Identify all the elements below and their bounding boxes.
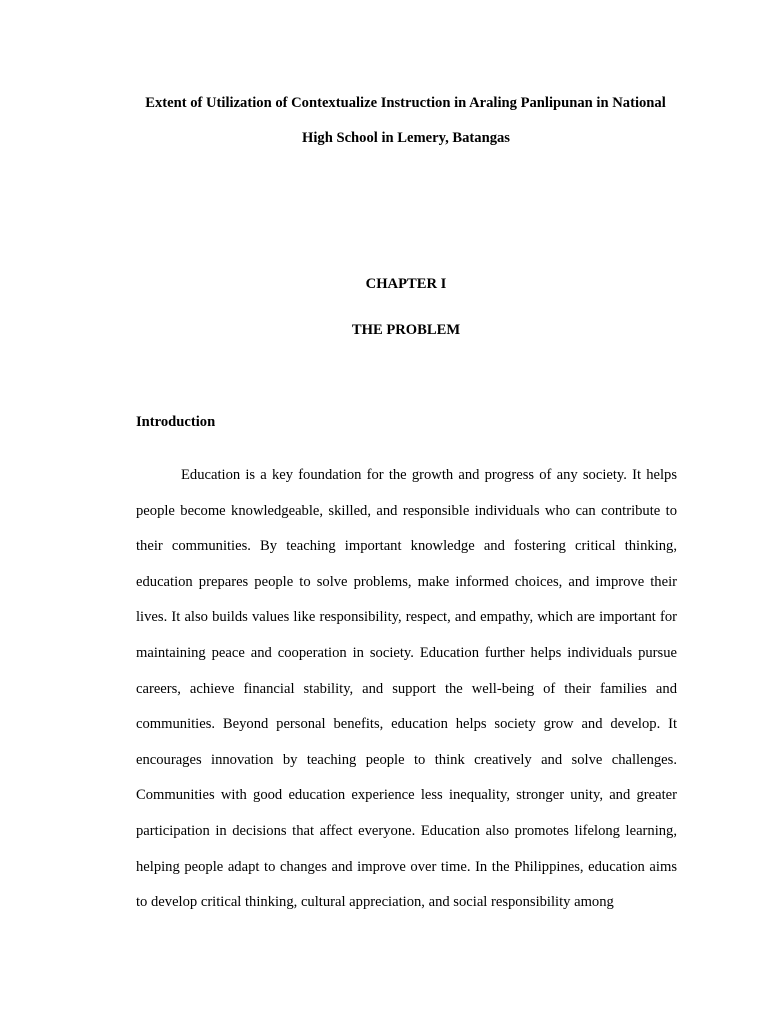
document-title-line-1: Extent of Utilization of Contextualize Instruction in Araling Panlipunan in National	[145, 95, 666, 111]
chapter-number: CHAPTER I	[365, 276, 447, 292]
document-title-line-2: High School in Lemery, Batangas	[302, 130, 510, 146]
section-heading-introduction: Introduction	[136, 414, 216, 430]
chapter-title: THE PROBLEM	[351, 322, 461, 338]
introduction-paragraph: Education is a key foundation for the growth and progress of any society. It helps people become knowledgeable, skilled, and responsible individuals who can contribute to their communities. By teaching important knowledge and fostering critical thinking, education prepares people to solve problems, make informed choices, and improve their lives. It also builds values like responsibility, respect, and empathy, which are important for maintaining peace and cooperation in society. Education further helps individuals pursue careers, achieve financial stability, and support the well-being of their families and communities. Beyond personal benefits, education helps society grow and develop. It encourages innovation by teaching people to think creatively and solve challenges. Communities with good education experience less inequality, stronger unity, and greater participation in decisions that affect everyone. Education also promotes lifelong learning, helping people adapt to changes and improve over time. In the Philippines, education aims to develop critical thinking, cultural appreciation, and social responsibility among	[136, 467, 677, 911]
